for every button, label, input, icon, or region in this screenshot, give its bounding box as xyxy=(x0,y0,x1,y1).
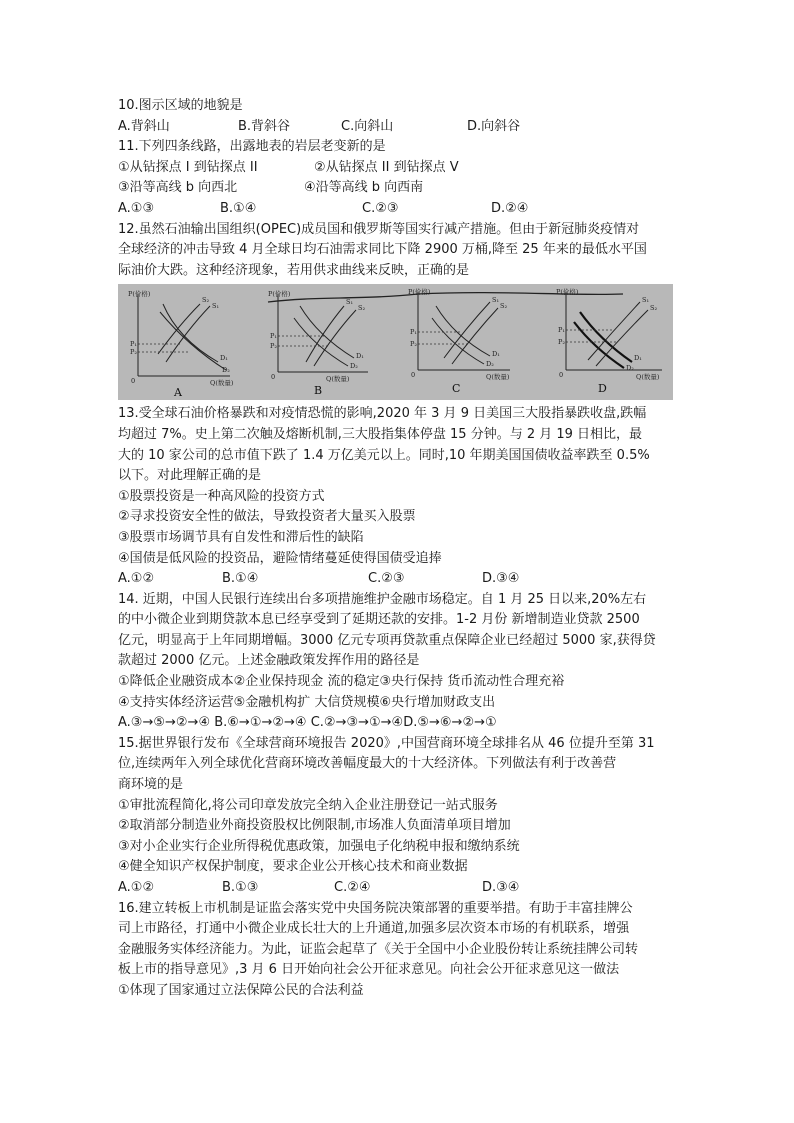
q15-stem-line-2: 位,连续两年入列全球优化营商环境改善幅度最大的十大经济体。下列做法有利于改善营 xyxy=(118,756,617,772)
q13-stem-line-3: 大的 10 家公司的总市值下跌了 1.4 万亿美元以上。同时,10 年期美国国债收益率跌至 0.5% xyxy=(118,447,650,463)
q15-item-3: ③对小企业实行企业所得税优惠政策，加强电子化纳税申报和缴纳系统 xyxy=(118,838,520,854)
q13-stem-line-2: 均超过 7%。史上第二次触及熔断机制,三大股指集体停盘 15 分钟。与 2 月 19 日相比，最 xyxy=(118,426,643,442)
panel-b-d2: D₂ xyxy=(350,362,358,371)
panel-b-y-label: P(价格) xyxy=(268,290,291,299)
panel-b-p2: P₂ xyxy=(270,342,277,351)
supply-demand-graphs xyxy=(118,284,673,400)
q14-stem-line-2: 的中小微企业到期贷款本息已经享受到了延期还款的安排。1-2 月份 新增制造业贷款 2500 xyxy=(118,612,640,628)
panel-d-x-label: Q(数量) xyxy=(636,373,660,382)
q10-option-d: D.向斜谷 xyxy=(467,118,521,134)
q11-option-b: B.①④ xyxy=(220,200,257,216)
q11-options xyxy=(118,199,678,220)
panel-d-d1: D₁ xyxy=(634,354,642,363)
panel-d-curve-d2 xyxy=(574,322,624,368)
q14-stem-line-3: 亿元，明显高于上年同期增幅。3000 亿元专项再贷款重点保障企业已经超过 5000 家,获得贷 xyxy=(118,632,656,648)
panel-c-label: C xyxy=(452,382,461,396)
panel-a-label: A xyxy=(174,386,182,400)
panel-a-origin: 0 xyxy=(131,377,136,386)
q16-stem-line-2: 司上市路径，打通中小微企业成长壮大的上升通道,加强多层次资本市场的有机联系，增强 xyxy=(118,921,630,937)
panel-a xyxy=(128,289,234,399)
q10-options xyxy=(118,117,678,138)
panel-c-p2: P₂ xyxy=(410,340,417,349)
panel-b-x-label: Q(数量) xyxy=(326,375,350,384)
q14-item-1: ①降低企业融资成本②企业保持现金 流的稳定③央行保持 货币流动性合理充裕 xyxy=(118,674,565,690)
q11-option-d: D.②④ xyxy=(491,200,529,216)
panel-d-s2: S₂ xyxy=(650,304,658,313)
q16-stem-line-1: 16.建立转板上市机制是证监会落实党中央国务院决策部署的重要举措。有助于丰富挂牌公 xyxy=(118,900,633,916)
q13-item-1: ①股票投资是一种高风险的投资方式 xyxy=(118,488,325,504)
panel-d-label: D xyxy=(598,382,607,396)
panel-a-p2: P₂ xyxy=(130,348,137,357)
panel-c-curve-d1 xyxy=(436,306,490,356)
panel-d-p2: P₂ xyxy=(558,338,565,347)
q13-stem-line-1: 13.受全球石油价格暴跌和对疫情恐慌的影响,2020 年 3 月 9 日美国三大股指暴跌收盘,跌幅 xyxy=(118,406,647,422)
q13-item-2: ②寻求投资安全性的做法，导致投资者大量买入股票 xyxy=(118,509,416,525)
q10-option-a: A.背斜山 xyxy=(118,118,170,134)
panel-b-s1: S₁ xyxy=(346,298,354,307)
panel-c-origin: 0 xyxy=(411,371,416,380)
q15-item-2: ②取消部分制造业外商投资股权比例限制,市场准人负面清单项目增加 xyxy=(118,818,511,834)
panel-b-s2: S₂ xyxy=(358,304,366,313)
q10-stem: 10.图示区域的地貌是 xyxy=(118,98,243,113)
q12-stem-line-2: 全球经济的冲击导致 4 月全球日均石油需求同比下降 2900 万桶,降至 25 年来的最低水平国 xyxy=(118,242,647,258)
panel-c-d2: D₂ xyxy=(486,360,494,369)
q11-item-1: ①从钻探点 I 到钻探点 II xyxy=(118,159,258,175)
q15-options xyxy=(118,878,678,899)
q13-item-4: ④国债是低风险的投资品，避险情绪蔓延使得国债受追捧 xyxy=(118,550,442,566)
q13-stem-line-4: 以下。对此理解正确的是 xyxy=(118,468,262,484)
q13-option-c: C.②③ xyxy=(368,571,405,587)
q15-item-4: ④健全知识产权保护制度，要求企业公开核心技术和商业数据 xyxy=(118,859,468,875)
panel-c-y-label: P(价格) xyxy=(408,288,431,297)
q16-item-1: ①体现了国家通过立法保障公民的合法利益 xyxy=(118,982,364,998)
q11-item-2: ②从钻探点 II 到钻探点 V xyxy=(314,159,459,175)
q13-item-3: ③股票市场调节具有自发性和滞后性的缺陷 xyxy=(118,529,364,545)
panel-d xyxy=(556,287,662,395)
q13-option-b: B.①④ xyxy=(222,571,259,587)
panel-d-origin: 0 xyxy=(559,371,564,380)
q16-stem-line-3: 金融服务实体经济能力。为此，证监会起草了《关于全国中小企业股份转让系统挂牌公司转 xyxy=(118,941,639,957)
panel-c-curve-s1 xyxy=(444,302,490,358)
panel-b-curve-d2 xyxy=(294,318,348,366)
panel-c-s1: S₁ xyxy=(492,296,500,305)
q15-option-d: D.③④ xyxy=(482,880,520,895)
q16-stem-line-4: 板上市的指导意见》,3 月 6 日开始向社会公开征求意见。向社会公开征求意见这一做法 xyxy=(118,962,620,978)
q15-stem-line-1: 15.据世界银行发布《全球营商环境报告 2020》,中国营商环境全球排名从 46 位提升至第 31 xyxy=(118,735,655,751)
q11-option-a: A.①③ xyxy=(118,200,155,216)
panel-b-label: B xyxy=(314,384,323,398)
q11-items-row1 xyxy=(118,158,678,179)
q10-option-c: C.向斜山 xyxy=(341,118,394,134)
q10-option-b: B.背斜谷 xyxy=(238,118,291,134)
panel-d-d2: D₂ xyxy=(626,364,634,373)
q14-item-2: ④支持实体经济运营⑤金融机构扩 大信贷规模⑥央行增加财政支出 xyxy=(118,694,496,710)
q13-option-d: D.③④ xyxy=(482,571,520,587)
q14-stem-line-1: 14. 近期，中国人民银行连续出台多项措施维护金融市场稳定。自 1 月 25 日以来,20%左右 xyxy=(118,591,647,607)
panel-b xyxy=(268,289,368,397)
q15-option-b: B.①③ xyxy=(222,880,259,895)
panel-a-d2: D₂ xyxy=(222,366,230,375)
panel-b-d1: D₁ xyxy=(356,352,364,361)
q15-option-a: A.①② xyxy=(118,880,155,895)
q12-stem-line-3: 际油价大跌。这种经济现象，若用供求曲线来反映，正确的是 xyxy=(118,262,470,278)
panel-b-p1: P₁ xyxy=(270,332,277,341)
q14-options: A.③→⑤→②→④ B.⑥→①→②→④ C.②→③→①→④D.⑤→⑥→②→① xyxy=(118,715,497,731)
panel-a-p1: P₁ xyxy=(130,340,137,349)
q11-option-c: C.②③ xyxy=(362,200,399,216)
q11-items-row2 xyxy=(118,178,678,199)
q13-option-a: A.①② xyxy=(118,571,155,587)
panel-a-y-label: P(价格) xyxy=(128,290,151,299)
q15-item-1: ①审批流程简化,将公司印章发放完全纳入企业注册登记一站式服务 xyxy=(118,797,498,813)
panel-c xyxy=(408,287,510,395)
panel-a-s1: S₁ xyxy=(212,302,220,311)
q14-stem-line-4: 款超过 2000 亿元。上述金融政策发挥作用的路径是 xyxy=(118,653,420,669)
panel-c-d1: D₁ xyxy=(492,350,500,359)
panel-c-p1: P₁ xyxy=(410,328,417,337)
panel-b-curve-s1 xyxy=(306,306,344,362)
supply-demand-figure xyxy=(118,284,673,400)
panel-d-p1: P₁ xyxy=(558,326,565,335)
q12-stem-line-1: 12.虽然石油输出国组织(OPEC)成员国和俄罗斯等国实行减产措施。但由于新冠肺炎疫情对 xyxy=(118,221,640,237)
panel-a-curve-d1 xyxy=(163,304,218,362)
q13-options xyxy=(118,569,678,590)
q11-item-3: ③沿等高线 b 向西北 xyxy=(118,180,238,196)
q11-item-4: ④沿等高线 b 向西南 xyxy=(304,180,424,196)
panel-c-x-label: Q(数量) xyxy=(486,373,510,382)
exam-page xyxy=(118,96,678,1002)
panel-d-s1: S₁ xyxy=(642,296,650,305)
panel-a-x-label: Q(数量) xyxy=(210,379,234,388)
panel-d-y-label: P(价格) xyxy=(556,288,579,297)
panel-b-curve-d1 xyxy=(300,306,354,358)
panel-a-d1: D₁ xyxy=(220,354,228,363)
q15-stem-line-3: 商环境的是 xyxy=(118,777,184,793)
panel-a-s2: S₂ xyxy=(202,296,210,305)
panel-c-s2: S₂ xyxy=(500,302,508,311)
q11-stem: 11.下列四条线路，出露地表的岩层老变新的是 xyxy=(118,139,386,155)
q15-option-c: C.②④ xyxy=(334,880,371,895)
panel-b-origin: 0 xyxy=(271,373,276,382)
panel-c-curve-d2 xyxy=(432,318,484,364)
